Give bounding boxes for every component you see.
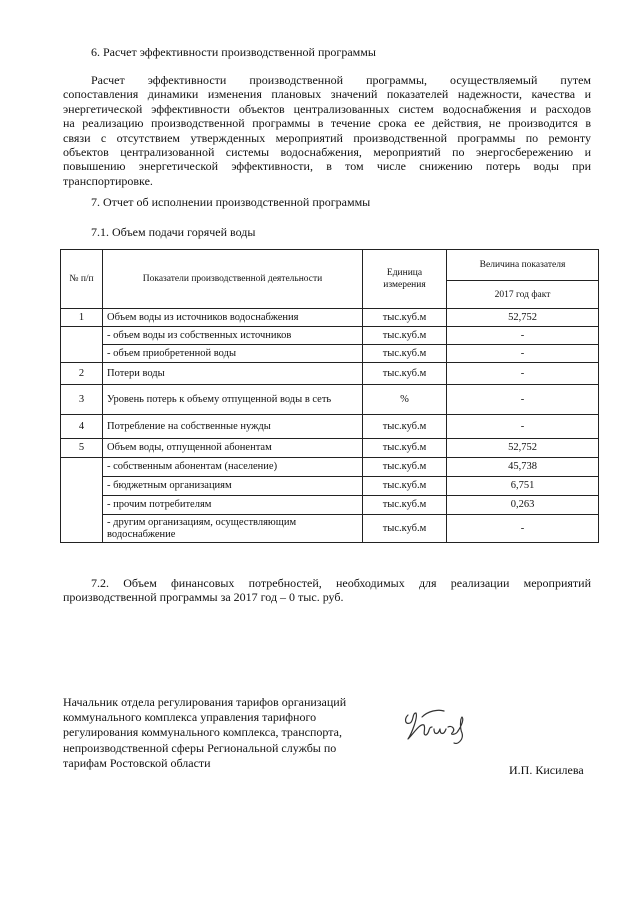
paragraph-line: 7.2. Объем финансовых потребностей, необходимых для реализации мероприятий (91, 576, 591, 590)
section-6-heading: 6. Расчет эффективности производственной программы (91, 45, 376, 59)
table-row (61, 327, 599, 345)
signatory-line: непроизводственной сферы Региональной службы по (63, 740, 337, 755)
handwritten-signature (398, 703, 482, 749)
row-unit: тыс.куб.м (363, 363, 447, 385)
table-row (61, 458, 599, 477)
row-unit: тыс.куб.м (363, 415, 447, 439)
row-value: 6,751 (447, 477, 599, 496)
row-unit: тыс.куб.м (363, 327, 447, 345)
paragraph-line: энергетической эффективности объектов централизованных систем водоснабжения и расходов (63, 101, 591, 116)
header-unit: Единица измерения (363, 250, 447, 309)
table-row (61, 363, 599, 385)
signatory-line: коммунального комплекса управления тарифного (63, 710, 317, 725)
row-num: 3 (61, 385, 103, 415)
water-supply-table (60, 249, 599, 543)
row-unit: тыс.куб.м (363, 496, 447, 515)
row-num: 1 (61, 309, 103, 327)
table-row (61, 496, 599, 515)
signatory-line: Начальник отдела регулирования тарифов организаций (63, 695, 347, 709)
row-value: - (447, 363, 599, 385)
header-value-group: Величина показателя (447, 250, 599, 281)
signatory-name: И.П. Кисилева (509, 763, 584, 777)
row-value: - (447, 515, 599, 543)
row-unit: тыс.куб.м (363, 458, 447, 477)
row-indicator: Объем воды из источников водоснабжения (103, 309, 363, 327)
paragraph-line: Расчет эффективности производственной программы, осуществляемый путем (91, 73, 591, 87)
row-value: - (447, 385, 599, 415)
row-value: 52,752 (447, 309, 599, 327)
row-value: 0,263 (447, 496, 599, 515)
row-indicator: - объем приобретенной воды (103, 345, 363, 363)
signatory-title (63, 695, 346, 771)
row-num: 5 (61, 439, 103, 458)
row-value: 45,738 (447, 458, 599, 477)
table-row (61, 439, 599, 458)
signatory-line: тарифам Ростовской области (63, 755, 211, 770)
paragraph-line: повышению энергетической эффективности, в том числе снижению потерь воды при (63, 159, 591, 174)
signatory-line: регулирования коммунального комплекса, транспорта, (63, 725, 342, 740)
row-indicator: Уровень потерь к объему отпущенной воды в сеть (103, 385, 363, 415)
section-7-1-heading: 7.1. Объем подачи горячей воды (91, 225, 256, 239)
header-value-col: 2017 год факт (447, 281, 599, 309)
section-7-2-paragraph (63, 576, 591, 605)
row-indicator: Потребление на собственные нужды (103, 415, 363, 439)
table-row (61, 477, 599, 496)
row-unit: тыс.куб.м (363, 345, 447, 363)
paragraph-line: объектов централизованной системы водоснабжения, мероприятий по энергосбережению и (63, 145, 591, 160)
row-value: - (447, 415, 599, 439)
row-indicator: - бюджетным организациям (103, 477, 363, 496)
row-num: 4 (61, 415, 103, 439)
paragraph-line: на реализацию производственной программы в течение срока ее действия, не производится в (63, 116, 591, 131)
row-num (61, 327, 103, 363)
paragraph-line: связи с отсутствием утвержденных мероприятий производственной программы по ремонту (63, 130, 591, 145)
row-indicator: Объем воды, отпущенной абонентам (103, 439, 363, 458)
section-6-paragraph (63, 73, 591, 188)
row-unit: тыс.куб.м (363, 309, 447, 327)
row-num: 2 (61, 363, 103, 385)
row-indicator: - другим организациям, осуществляющим водоснабжение (103, 515, 363, 543)
row-indicator: - прочим потребителям (103, 496, 363, 515)
row-indicator: - объем воды из собственных источников (103, 327, 363, 345)
row-num (61, 458, 103, 543)
paragraph-line: транспортировке. (63, 173, 153, 188)
row-unit: тыс.куб.м (363, 515, 447, 543)
header-indicator: Показатели производственной деятельности (103, 250, 363, 309)
row-value: 52,752 (447, 439, 599, 458)
row-value: - (447, 345, 599, 363)
table-row (61, 309, 599, 327)
section-7-heading: 7. Отчет об исполнении производственной программы (91, 195, 371, 209)
table-row (61, 515, 599, 543)
row-unit: тыс.куб.м (363, 439, 447, 458)
row-unit: % (363, 385, 447, 415)
table-row (61, 345, 599, 363)
row-value: - (447, 327, 599, 345)
row-indicator: Потери воды (103, 363, 363, 385)
table-row (61, 385, 599, 415)
paragraph-line: производственной программы за 2017 год – 0 тыс. руб. (63, 590, 344, 605)
row-indicator: - собственным абонентам (население) (103, 458, 363, 477)
table-row (61, 415, 599, 439)
row-unit: тыс.куб.м (363, 477, 447, 496)
header-num: № п/п (61, 250, 103, 309)
paragraph-line: сопоставления динамики изменения плановых значений показателей надежности, качества и (63, 87, 591, 102)
